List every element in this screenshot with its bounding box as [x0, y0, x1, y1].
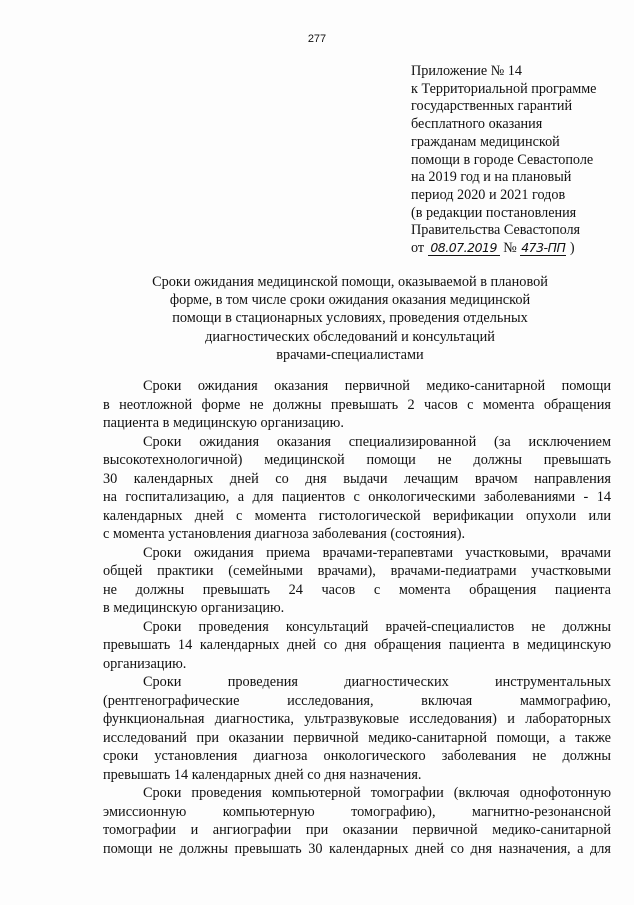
paragraph-line: томографии и ангиографии при оказании первичной медико-санитарной [103, 822, 611, 838]
appendix-line: к Территориальной программе [411, 80, 597, 97]
title-line: помощи в стационарных условиях, проведения отдельных [172, 310, 528, 327]
appendix-decree-line [411, 240, 626, 258]
appendix-line: гражданам медицинской [411, 133, 560, 150]
paragraph-line: Сроки ожидания оказания специализированной (за исключением [143, 433, 611, 450]
paragraph-line: не должны превышать 24 часов с момента обращения пациента [103, 581, 611, 598]
paragraph-line: Сроки ожидания приема врачами-терапевтами участковыми, врачами [143, 544, 611, 561]
paragraph-line: организацию. [103, 655, 187, 672]
appendix-header [411, 63, 626, 258]
number-label: № [503, 240, 517, 257]
paragraph-line: Сроки ожидания оказания первичной медико-санитарной помощи [143, 378, 611, 394]
page-number: 277 [307, 33, 327, 45]
paragraph-line: Сроки проведения диагностических инструментальных [143, 674, 611, 690]
paragraph-line: на госпитализацию, а для пациентов с онкологическими заболеваниями - 14 [103, 489, 611, 505]
paragraph-line: в медицинскую организацию. [103, 600, 285, 616]
paragraph-line: эмиссионную компьютерную томографию), магнитно-резонансной [103, 803, 611, 820]
paragraph-line: превышать 14 календарных дней со дня обращения пациента в медицинскую [103, 637, 611, 653]
appendix-line: Правительства Севастополя [411, 222, 581, 239]
appendix-line: помощи в городе Севастополе [411, 151, 594, 168]
appendix-line: государственных гарантий [411, 98, 573, 115]
handwritten-decree-number: 473-ПП [521, 240, 566, 256]
paragraph-district-doctors [103, 544, 611, 618]
title-line: форме, в том числе сроки ожидания оказания медицинской [169, 292, 531, 309]
paragraph-line: высокотехнологичной) медицинской помощи не должны превышать [103, 452, 611, 468]
document-body [103, 377, 611, 858]
paragraph-line: в неотложной форме не должны превышать 2 часов с момента обращения [103, 396, 611, 413]
appendix-line: Приложение № 14 [411, 63, 522, 79]
appendix-line: бесплатного оказания [411, 116, 543, 133]
paragraph-line: сроки установления диагноза онкологического заболевания не должны [103, 748, 611, 764]
paragraph-line: Сроки проведения консультаций врачей-специалистов не должны [143, 618, 611, 635]
paragraph-line: с момента установления диагноза заболевания (состояния). [103, 526, 466, 542]
paragraph-line: помощи не должны превышать 30 календарных дней со дня назначения, а для [103, 840, 611, 857]
paragraph-emergency-primary-care [103, 377, 611, 433]
title-line: диагностических обследований и консультаций [205, 328, 495, 345]
appendix-line: период 2020 и 2021 годов [411, 186, 566, 203]
paragraph-line: 30 календарных дней со дня выдачи лечащим врачом направления [103, 470, 611, 487]
paragraph-line: функциональная диагностика, ультразвуковые исследования) и лабораторных [103, 711, 611, 727]
paragraph-diagnostic-studies [103, 673, 611, 784]
paragraph-specialist-consultations [103, 618, 611, 674]
handwritten-date: 08.07.2019 [428, 241, 500, 256]
from-label: от [411, 240, 425, 257]
title-line: Сроки ожидания медицинской помощи, оказываемой в плановой [152, 274, 548, 290]
close-paren: ) [569, 240, 575, 257]
appendix-line: (в редакции постановления [411, 204, 577, 221]
appendix-line: на 2019 год и на плановый [411, 169, 572, 186]
document-title [130, 273, 570, 364]
paragraph-line: превышать 14 календарных дней со дня назначения. [103, 766, 422, 783]
paragraph-line: исследований при оказании первичной медико-санитарной помощи, а также [103, 729, 611, 746]
paragraph-specialized-care [103, 433, 611, 544]
paragraph-line: общей практики (семейными врачами), врачами-педиатрами участковыми [103, 563, 611, 579]
paragraph-line: (рентгенографические исследования, включая маммографию, [103, 692, 611, 709]
paragraph-line: Сроки проведения компьютерной томографии (включая однофотонную [143, 785, 611, 801]
paragraph-tomography [103, 784, 611, 858]
paragraph-line: календарных дней с момента гистологической верификации опухоли или [103, 507, 611, 524]
paragraph-line: пациента в медицинскую организацию. [103, 415, 344, 431]
title-line: врачами-специалистами [276, 346, 424, 363]
